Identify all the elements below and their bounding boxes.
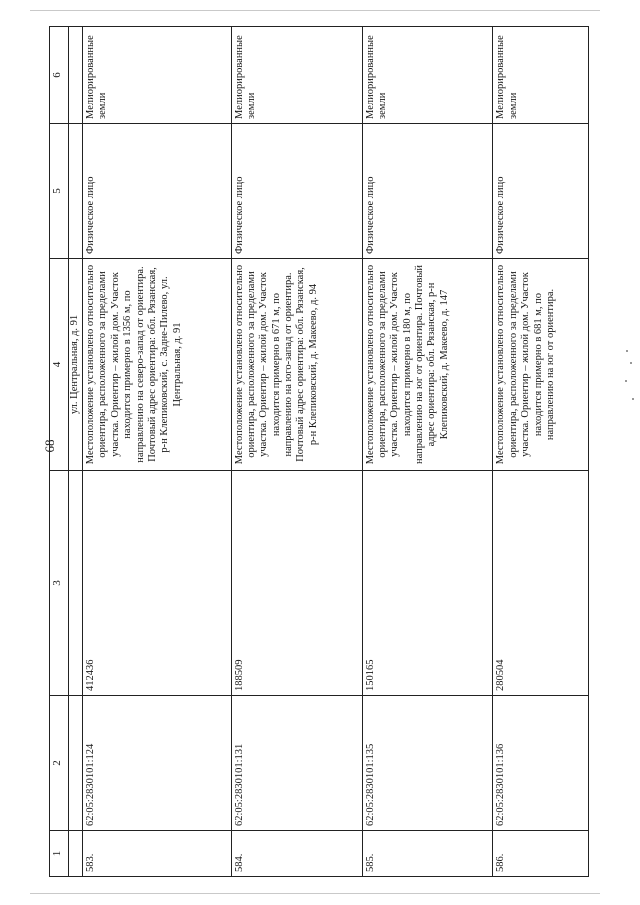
col-header-3: 3 [50, 471, 69, 696]
area-value: 150165 [362, 471, 493, 696]
row-number: 583. [83, 831, 232, 877]
location-description: Местоположение установлено относительно ориентира, расположенного за пределами участка. Ориентир – жилой дом. Участок находится примерно в 671 м, по направлению на юго-запад от ориентира. Почтовый адрес ориентира: обл. Рязанская, р-н Клепиковский, д. Макеево, д. 94 [231, 259, 362, 471]
cadastral-number: 62:05:2830101:131 [231, 696, 362, 831]
row-number: 586. [493, 831, 589, 877]
owner-type: Физическое лицо [362, 124, 493, 259]
col-header-1: 1 [50, 831, 69, 877]
area-value: 412436 [83, 471, 232, 696]
location-description: Местоположение установлено относительно ориентира, расположенного за пределами участка. Ориентир – жилой дом. Участок находится примерно в 180 м, по направлению на юг от ориентира. Почтовый адрес ориентира: обл. Рязанская, р-н Клепиковский, д. Макеево, д. 147 [362, 259, 493, 471]
land-category: Мелиорированные земли [83, 27, 232, 124]
header-row [50, 27, 69, 877]
land-category: Мелиорированные земли [231, 27, 362, 124]
owner-type: Физическое лицо [83, 124, 232, 259]
area-value: 188509 [231, 471, 362, 696]
area-value: 280504 [493, 471, 589, 696]
cadastral-number: 62:05:2830101:124 [83, 696, 232, 831]
land-category: Мелиорированные земли [362, 27, 493, 124]
land-category: Мелиорированные земли [493, 27, 589, 124]
table-row [231, 27, 362, 877]
scan-edge-top [30, 10, 600, 11]
scan-specks [624, 340, 636, 460]
col-header-2: 2 [50, 696, 69, 831]
col-header-6: 6 [50, 27, 69, 124]
land-plots-table [49, 26, 589, 877]
location-description: Местоположение установлено относительно ориентира, расположенного за пределами участка. Ориентир – жилой дом. Участок находится примерно в 681 м, по направлению на юг от ориентира. [493, 259, 589, 471]
cadastral-number: 62:05:2830101:136 [493, 696, 589, 831]
continuation-row [69, 27, 83, 877]
row-number: 584. [231, 831, 362, 877]
page-number: 68 [42, 439, 57, 453]
table-row [362, 27, 493, 877]
owner-type: Физическое лицо [231, 124, 362, 259]
land-plots-table-wrapper [49, 27, 589, 877]
table-row [493, 27, 589, 877]
row-number: 585. [362, 831, 493, 877]
scan-edge-bottom [30, 893, 600, 894]
cadastral-number: 62:05:2830101:135 [362, 696, 493, 831]
owner-type: Физическое лицо [493, 124, 589, 259]
location-description: Местоположение установлено относительно ориентира, расположенного за пределами участка. Ориентир – жилой дом. Участок находится примерно в 1356 м, по направлению на северо-запад от ориентира. Почтовый адрес ориентира: обл. Рязанская, р-н Клепиковский, с. Задне-Пилево, ул. Центральная, д. 91 [83, 259, 232, 471]
col-header-5: 5 [50, 124, 69, 259]
col-header-4: 4 [50, 259, 69, 471]
continuation-text: ул. Центральная, д. 91 [69, 259, 83, 471]
table-row [83, 27, 232, 877]
